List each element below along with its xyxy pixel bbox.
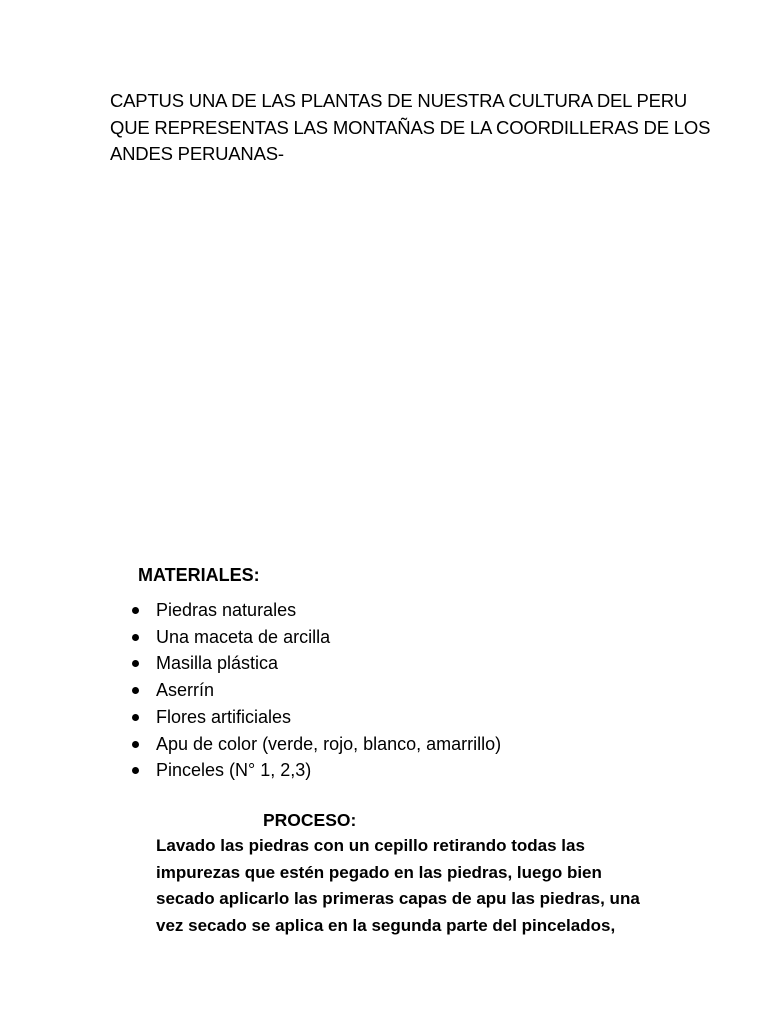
list-item-label: Pinceles (N° 1, 2,3) bbox=[156, 760, 312, 781]
document-title bbox=[110, 88, 710, 168]
list-item-label: Una maceta de arcilla bbox=[156, 626, 331, 647]
list-item-label: Apu de color (verde, rojo, blanco, amarrillo) bbox=[156, 733, 502, 754]
bullet-icon bbox=[132, 634, 139, 641]
process-heading: PROCESO: bbox=[263, 810, 357, 830]
bullet-icon bbox=[132, 687, 139, 694]
list-item-label: Masilla plástica bbox=[156, 653, 279, 674]
title-line: CAPTUS UNA DE LAS PLANTAS DE NUESTRA CULTURA DEL PERU bbox=[110, 90, 688, 111]
process-paragraph bbox=[156, 833, 676, 939]
title-line: QUE REPRESENTAS LAS MONTAÑAS DE LA COORDILLERAS DE LOS bbox=[110, 116, 711, 138]
list-item bbox=[130, 677, 501, 704]
list-item bbox=[130, 704, 501, 731]
list-item-label: Aserrín bbox=[156, 680, 215, 701]
bullet-icon bbox=[132, 767, 139, 774]
list-item bbox=[130, 731, 501, 758]
materials-list bbox=[130, 597, 501, 784]
process-line: secado aplicarlo las primeras capas de apu las piedras, una bbox=[156, 889, 640, 908]
bullet-icon bbox=[132, 660, 139, 667]
list-item bbox=[130, 597, 501, 624]
process-line: impurezas que estén pegado en las piedras, luego bien bbox=[156, 862, 602, 882]
list-item bbox=[130, 624, 501, 651]
list-item bbox=[130, 650, 501, 677]
title-line: ANDES PERUANAS- bbox=[110, 143, 284, 164]
list-item-label: Piedras naturales bbox=[156, 600, 297, 620]
materials-heading: MATERIALES: bbox=[138, 565, 260, 585]
bullet-icon bbox=[132, 714, 139, 721]
list-item bbox=[130, 757, 501, 784]
bullet-icon bbox=[132, 607, 139, 614]
list-item-label: Flores artificiales bbox=[156, 706, 292, 727]
process-line: vez secado se aplica en la segunda parte del pincelados, bbox=[156, 915, 616, 935]
process-line: Lavado las piedras con un cepillo retirando todas las bbox=[156, 836, 585, 855]
bullet-icon bbox=[132, 741, 139, 748]
